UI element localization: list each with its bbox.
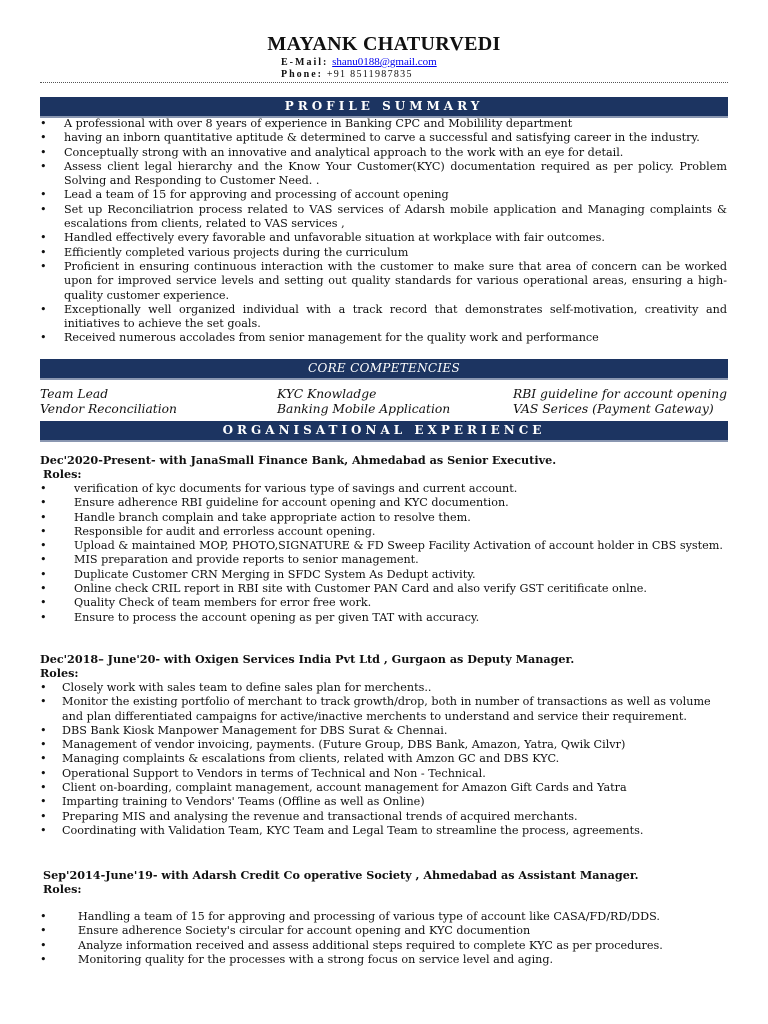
job-heading-1: Dec'2020-Present- with JanaSmall Finance Bank, Ahmedabad as Senior Executive. [40,453,557,467]
list-item: • Duplicate Customer CRN Merging in SFDC System As Dedupt activity. [40,568,730,582]
list-item: • Monitoring quality for the processes with a strong focus on service level and aging. [40,953,730,967]
competency-column-2 [277,387,450,417]
competency-item: Banking Mobile Application [277,402,451,416]
job-duties-list-3 [40,910,730,967]
list-item: • Conceptually strong with an innovative and analytical approach to the work with an eye for detail. [40,146,727,160]
list-item: • Monitor the existing portfolio of merchant to track growth/drop, both in number of transactions as well as volume and plan differentiated campaigns for active/inactive merchents to understand and service their requirement. [40,695,730,724]
list-item: • Set up Reconciliatrion process related to VAS services of Adarsh mobile application and Managing complaints & escalations from clients, related to VAS services , [40,203,727,232]
list-item: • Imparting training to Vendors' Teams (Offline as well as Online) [40,795,730,809]
roles-label-3: Roles: [43,882,82,896]
header-divider [40,82,728,83]
profile-summary-list [40,117,727,346]
list-item: • Ensure adherence RBI guideline for account opening and KYC documention. [40,496,730,510]
list-item: • verification of kyc documents for various type of savings and current account. [40,482,730,496]
list-item: • Responsible for audit and errorless account opening. [40,525,730,539]
job-heading-3: Sep'2014-June'19- with Adarsh Credit Co operative Society , Ahmedabad as Assistant Manager. [43,868,639,882]
competency-item: KYC Knowladge [277,387,377,401]
roles-label-2: Roles: [40,666,79,680]
list-item: • Handled effectively every favorable and unfavorable situation at workplace with fair outcomes. [40,231,727,245]
list-item: • Handling a team of 15 for approving and processing of various type of account like CASA/FD/RD/DDS. [40,910,730,924]
list-item: • Analyze information received and assess additional steps required to complete KYC as per procedures. [40,939,730,953]
list-item: • Assess client legal hierarchy and the Know Your Customer(KYC) documentation required as per policy. Problem Solving and Responding to Customer Need. . [40,160,727,189]
list-item: • Managing complaints & escalations from clients, related with Amzon GC and DBS KYC. [40,752,730,766]
list-item: • Coordinating with Validation Team, KYC Team and Legal Team to streamline the process, agreements. [40,824,730,838]
core-competencies-heading: CORE COMPETENCIES [40,359,728,380]
list-item: • Efficiently completed various projects during the curriculum [40,246,727,260]
list-item: • Ensure adherence Society's circular for account opening and KYC documention [40,924,730,938]
list-item: • Client on-boarding, complaint management, account management for Amazon Gift Cards and Yatra [40,781,730,795]
competency-item: Vendor Reconciliation [40,402,177,416]
experience-heading: ORGANISATIONAL EXPERIENCE [40,421,728,442]
phone-label: Phone: [281,69,323,80]
job-duties-list-2 [40,681,730,838]
list-item: • Management of vendor invoicing, payments. (Future Group, DBS Bank, Amazon, Yatra, Qwik Cilvr) [40,738,730,752]
candidate-name: MAYANK CHATURVEDI [267,33,501,55]
competency-column-1 [40,387,177,417]
phone-number: +91 8511987835 [326,69,413,80]
phone-line [281,69,413,80]
list-item: • Received numerous accolades from senior management for the quality work and performance [40,331,727,345]
list-item: • having an inborn quantitative aptitude & determined to carve a successful and satisfying career in the industry. [40,131,727,145]
competency-item: RBI guideline for account opening [513,387,728,401]
list-item: • MIS preparation and provide reports to senior management. [40,553,730,567]
list-item: • Preparing MIS and analysing the revenue and transactional trends of acquired merchants. [40,810,730,824]
profile-summary-heading: PROFILE SUMMARY [40,97,728,118]
list-item: • Lead a team of 15 for approving and processing of account opening [40,188,727,202]
list-item: • Quality Check of team members for error free work. [40,596,730,610]
email-link[interactable]: shanu0188@gmail.com [332,56,437,68]
list-item: • Handle branch complain and take appropriate action to resolve them. [40,511,730,525]
list-item: • Exceptionally well organized individual with a track record that demonstrates self-motivation, creativity and initiatives to achieve the set goals. [40,303,727,332]
competency-item: VAS Serices (Payment Gateway) [513,402,714,416]
list-item: • Operational Support to Vendors in terms of Technical and Non - Technical. [40,767,730,781]
competency-item: Team Lead [40,387,109,401]
job-duties-list-1 [40,482,730,625]
roles-label-1: Roles: [43,467,82,481]
list-item: • Closely work with sales team to define sales plan for merchents.. [40,681,730,695]
list-item: • A professional with over 8 years of experience in Banking CPC and Mobilility department [40,117,727,131]
list-item: • Upload & maintained MOP, PHOTO,SIGNATURE & FD Sweep Facility Activation of account holder in CBS system. [40,539,730,553]
list-item: • Ensure to process the account opening as per given TAT with accuracy. [40,611,730,625]
job-heading-2: Dec'2018– June'20- with Oxigen Services India Pvt Ltd , Gurgaon as Deputy Manager. [40,652,575,666]
list-item: • Proficient in ensuring continuous interaction with the customer to make sure that area of concern can be worked upon for improved service levels and setting out quality standards for various operational areas, ensuring a high-quality customer experience. [40,260,727,303]
list-item: • DBS Bank Kiosk Manpower Management for DBS Surat & Chennai. [40,724,730,738]
competency-column-3 [513,387,727,417]
email-label: E-Mail: [281,57,329,68]
list-item: • Online check CRIL report in RBI site with Customer PAN Card and also verify GST ceritificate onlne. [40,582,730,596]
email-line [281,56,437,68]
